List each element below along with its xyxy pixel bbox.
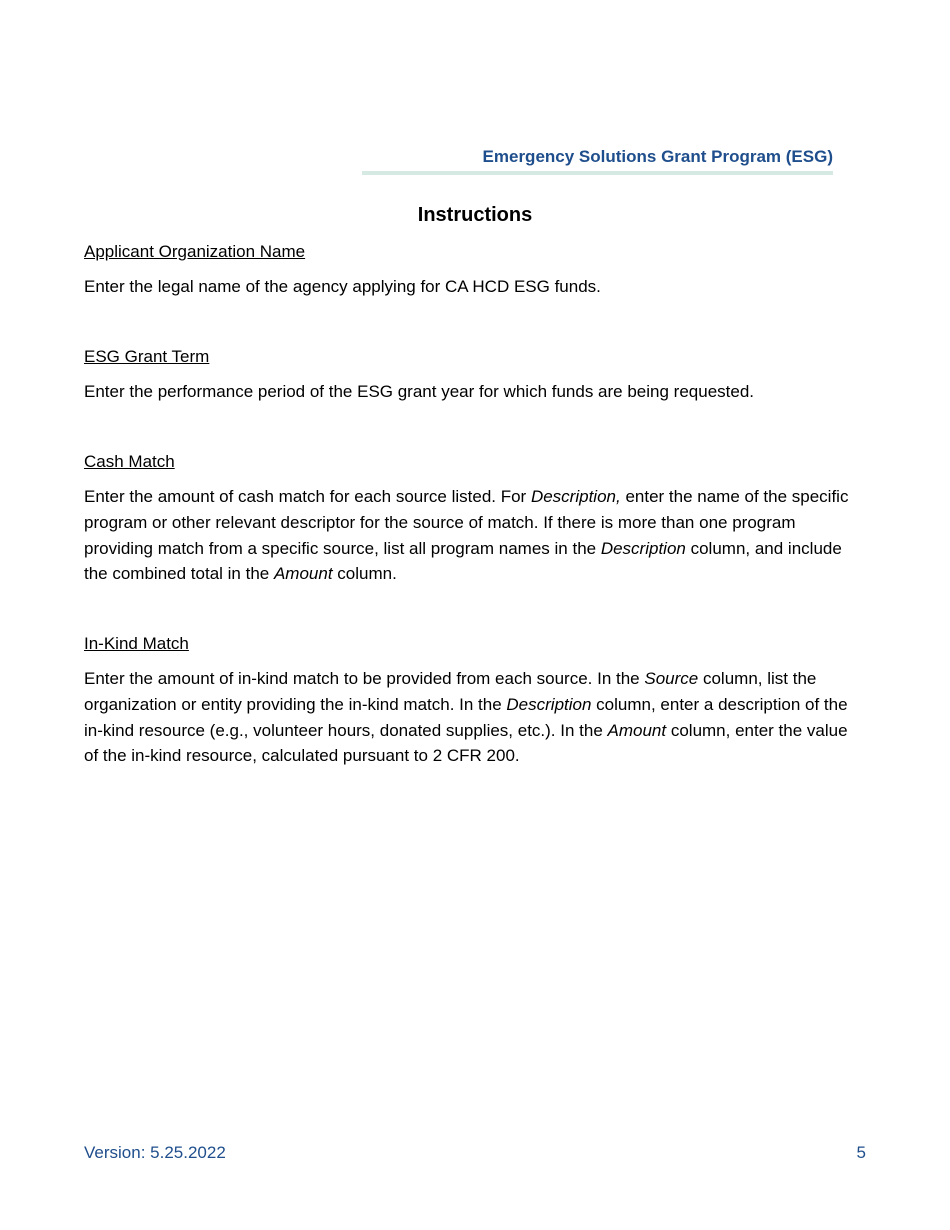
section-esg-grant-term xyxy=(84,346,864,405)
body-text: column, and include the combined total in the xyxy=(84,538,842,584)
body-emphasis: Description xyxy=(600,538,686,558)
section-body xyxy=(84,666,864,769)
body-emphasis: Description, xyxy=(530,487,621,506)
body-emphasis: Amount xyxy=(273,564,333,584)
body-emphasis: Source xyxy=(644,669,699,688)
body-text: column, enter a description of the in-kind resource (e.g., volunteer hours, donated supplies, etc.). In the xyxy=(84,694,848,740)
section-heading: ESG Grant Term xyxy=(84,347,210,366)
section-in-kind-match xyxy=(84,633,864,769)
body-text: Enter the amount of in-kind match to be provided from each source. In the xyxy=(84,669,645,688)
section-heading: Cash Match xyxy=(84,452,175,471)
body-emphasis: Description xyxy=(506,694,592,714)
section-heading: In-Kind Match xyxy=(84,634,189,653)
body-emphasis: Amount xyxy=(607,720,667,740)
page-header xyxy=(362,145,833,175)
body-text: column, list the organization or entity providing the in-kind match. In the xyxy=(84,669,817,714)
section-heading: Applicant Organization Name xyxy=(84,242,306,261)
section-body xyxy=(84,484,864,587)
footer-version: Version: 5.25.2022 xyxy=(84,1143,226,1162)
section-applicant-organization-name xyxy=(84,241,864,300)
section-body: Enter the legal name of the agency applying for CA HCD ESG funds. xyxy=(84,277,601,296)
body-text: Enter the amount of cash match for each source listed. For xyxy=(84,487,531,506)
body-text: column. xyxy=(332,564,397,584)
document-title: Instructions xyxy=(417,204,533,226)
program-title: Emergency Solutions Grant Program (ESG) xyxy=(482,147,833,166)
body-text: enter the name of the specific program or other relevant descriptor for the source of match. If there is more than one program providing match from a specific source, list all program names in the xyxy=(84,487,849,558)
section-cash-match xyxy=(84,451,864,587)
page-number: 5 xyxy=(856,1143,866,1162)
body-text: column, enter the value of the in-kind resource, calculated pursuant to 2 CFR 200. xyxy=(84,720,848,766)
section-body: Enter the performance period of the ESG grant year for which funds are being requested. xyxy=(84,382,754,401)
